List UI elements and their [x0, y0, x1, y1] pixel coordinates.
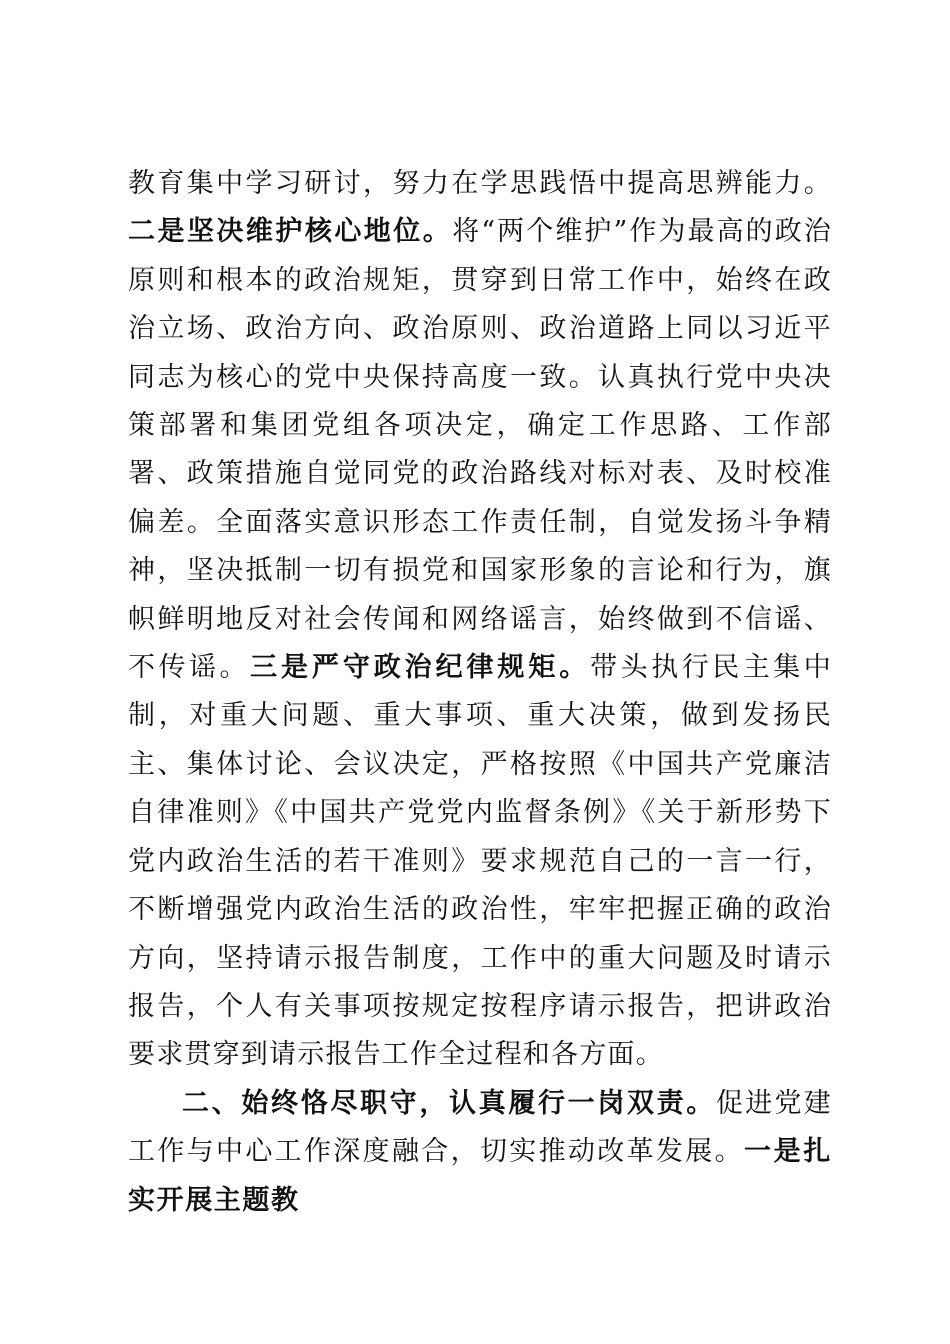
- paragraph-1-text-3: 将“两个维护”作为最高的政治原则和根本的政治规矩，贯穿到日常工作中，始终在政治立场、政治方向、政治原则、政治道路上同以习近平同志为核心的党中央保持高度一致。认真执行党中央决策部署和集团党组各项决定，确定工作思路、工作部署、政策措施自觉同党的政治路线对标对表、及时校准偏差。全面落实意识形态工作责任制，自觉发扬斗争精神，坚决抵制一切有损党和国家形象的言论和行为，旗帜鲜明地反对社会传闻和网络谣言，始终做到不信谣、不传谣。: [128, 216, 832, 684]
- paragraph-1-heading-2: 二是坚决维护核心地位。: [128, 216, 453, 248]
- paragraph-2-text-1: 促进党建工作与中心工作深度融合，切实推动改革发展。: [128, 1087, 832, 1168]
- body-paragraph-2: [128, 1080, 832, 1225]
- body-paragraph-1: [128, 160, 832, 1080]
- paragraph-2-heading-1: 一是扎实开展主题教: [128, 1136, 832, 1216]
- paragraph-1-text-5: 带头执行民主集中制，对重大问题、重大事项、重大决策，做到发扬民主、集体讨论、会议决定，严格按照《中国共产党廉洁自律准则》《中国共产党党内监督条例》《关于新形势下党内政治生活的若干准则》要求规范自己的一言一行，不断增强党内政治生活的政治性，牢牢把握正确的政治方向，坚持请示报告制度，工作中的重大问题及时请示报告，个人有关事项按规定按程序请示报告，把讲政治要求贯穿到请示报告工作全过程和各方面。: [128, 652, 832, 1071]
- document-body: [128, 160, 832, 1225]
- paragraph-1-heading-3: 三是严守政治纪律规矩。: [250, 652, 591, 684]
- section-heading-2: 二、始终恪尽职守，认真履行一岗双责。: [182, 1087, 716, 1119]
- paragraph-1-text-1: 教育集中学习研讨，努力在学思践悟中提高思辨能力。: [128, 168, 832, 199]
